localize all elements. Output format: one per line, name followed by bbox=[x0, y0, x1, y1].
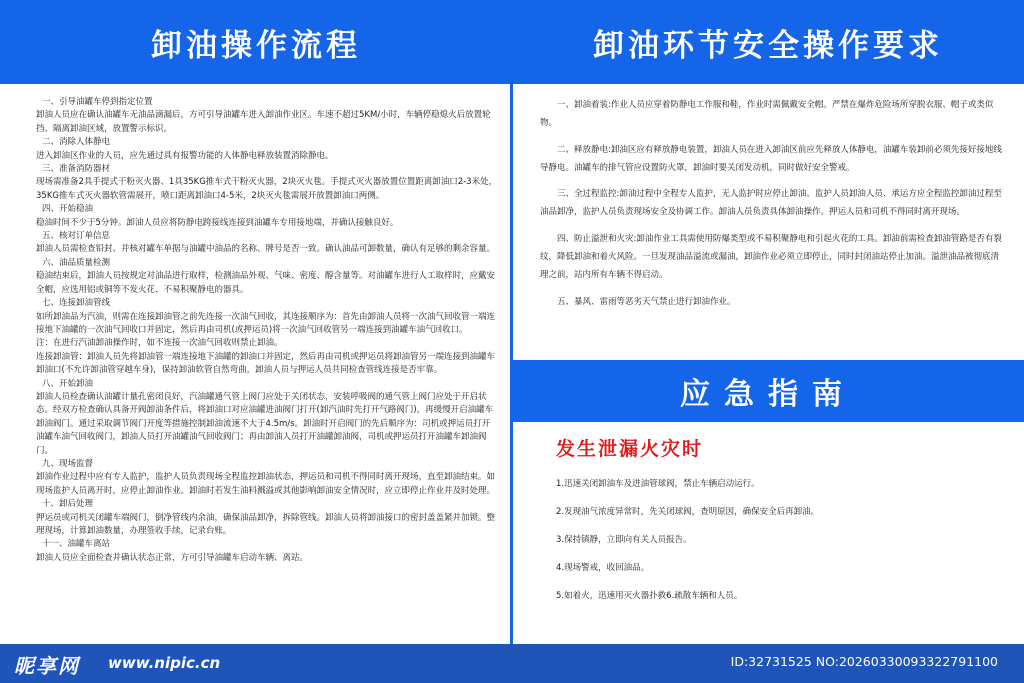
procedure-text: 押运员或司机关闭罐车端阀门，倒净管线内余油，确保油品卸净，拆除管线。卸油人员将卸油接口的密封盖盖紧并加锁。整理现场，计算卸油数量，办理签收手续，记录台账。 bbox=[36, 512, 496, 536]
procedure-text: 如所卸油品为汽油，则需在连接卸油管之前先连接一次油气回收，其连接顺序为：首先由卸油人员将一次油气回收管一端连接地下油罐的一次油气回收口并固定，然后再由司机(或押运员)将一次油气回收管另一端连接到油罐车油气回收口。 bbox=[36, 311, 496, 335]
emergency-subtitle: 发生泄漏火灾时 bbox=[556, 438, 704, 460]
safety-item: 一、卸油着装:作业人员应穿着防静电工作服和鞋，作业时需佩戴安全帽。严禁在爆炸危险场所穿脱衣服、帽子或类似物。 bbox=[540, 100, 994, 129]
emergency-step: 1.迅速关闭卸油车及进油管球阀，禁止车辆启动运行。 bbox=[556, 479, 760, 489]
emergency-step: 2.发现油气浓度异常时，先关闭球阀，查明原因，确保安全后再卸油。 bbox=[556, 507, 820, 517]
emergency-step: 4.现场警戒，收回油品。 bbox=[556, 563, 650, 573]
emergency-steps bbox=[556, 477, 1006, 601]
procedure-text: 现场需准备2具手提式干粉灭火器、1具35KG推车式干粉灭火器，2块灭火毯。手提式灭火器放置位置距离卸油口2-3米处，35KG推车式灭火器软管需展开，喷口距离卸油口4-5米，2块灭火毯需展开放置卸油口两侧。 bbox=[36, 177, 498, 201]
procedure-heading: 二、消除人体静电 bbox=[42, 137, 111, 148]
procedure-heading: 一、引导油罐车停到指定位置 bbox=[42, 97, 153, 107]
footer-bar bbox=[0, 644, 1024, 683]
emergency-title: 应急指南 bbox=[680, 377, 856, 412]
procedure-text: 注：在进行汽油卸油操作时，如不连接一次油气回收则禁止卸油。 bbox=[36, 338, 283, 349]
procedure-text: 卸油人员应全面检查并确认状态正常，方可引导油罐车启动车辆、离站。 bbox=[36, 552, 309, 563]
safety-item: 三、全过程监控:卸油过程中全程专人监护，无人监护时应停止卸油。监护人员卸油人员、承运方应全程监控卸油过程至油品卸净，监护人员负责现场安全及协调工作。卸油人员负责具体卸油操作。押运人员和司机不得同时离开现场。 bbox=[540, 189, 1002, 218]
emergency-title-band bbox=[512, 360, 1024, 422]
emergency-step: 3.保持镇静，立即向有关人员报告。 bbox=[556, 535, 692, 545]
procedure-text: 卸油作业过程中应有专人监护，监护人员负责现场全程监控卸油状态，押运员和司机不得同时离开现场，直至卸油结束。如现场监护人员离开时，应停止卸油作业。卸油时若发生油料溅溢或其他影响卸油安全情况时，应立即停止作业并及时处理。 bbox=[36, 472, 496, 496]
emergency-section bbox=[556, 430, 1006, 630]
procedure-heading: 六、油品质量检测 bbox=[42, 257, 111, 268]
procedure-heading: 五、核对订单信息 bbox=[42, 231, 111, 242]
site-url: www.nipic.cn bbox=[108, 654, 221, 672]
procedure-text: 卸油人员需检查铅封、并核对罐车单据与油罐中油品的名称、牌号是否一致。确认油品可卸数量，确认有足够的剩余容量。 bbox=[36, 244, 496, 255]
procedure-heading: 七、连接卸油管线 bbox=[42, 298, 111, 309]
procedure-text: 稳油时间不少于5分钟。卸油人员应将防静电跨接线连接到油罐车专用接地端，并确认接触良好。 bbox=[36, 217, 399, 228]
safety-item: 二、释放静电:卸油区应有释放静电装置，卸油人员在进入卸油区前应先释放人体静电，油罐车装卸前必须先接好接地线导静电。油罐车的排气管应设置防火罩，卸油时要关闭发动机，同时做好安全警戒。 bbox=[540, 144, 1002, 173]
procedure-heading: 十一、油罐车离站 bbox=[42, 539, 111, 550]
safety-item: 五、暴风、雷雨等恶劣天气禁止进行卸油作业。 bbox=[557, 296, 736, 307]
procedure-text: 连接卸油管：卸油人员先将卸油管一端连接地下油罐的卸油口并固定，然后再由司机或押运员将卸油管另一端连接到油罐车卸油口(不允许卸油管穿越车身)，保持卸油软管自然弯曲，卸油人员与押运人员共同检查管线连接是否牢靠。 bbox=[36, 351, 496, 376]
procedure-heading: 八、开始卸油 bbox=[42, 378, 94, 389]
site-logo: 昵享网 bbox=[14, 654, 80, 678]
procedure-heading: 九、现场监督 bbox=[42, 458, 94, 469]
procedure-text: 稳油结束后，卸油人员按规定对油品进行取样，检测油品外观、气味、密度、醇含量等。对油罐车进行人工取样时，应戴安全帽，应选用铝或铜等不发火花、不易积聚静电的器具。 bbox=[36, 271, 496, 295]
safety-item: 四、防止溢泄和火灾:卸油作业工具需使用防爆类型或不易积聚静电和引起火花的工具。卸油前需检查卸油管路是否有裂纹，降低卸油和着火风险。一旦发现油品溢流或漏油，卸油作业必须立即停止，同时封闭油站停止加油。溢泄油品被彻底清理之前，站内所有车辆不得启动。 bbox=[540, 233, 1002, 281]
procedure-list bbox=[36, 96, 498, 565]
emergency-step: 5.如着火，迅速用灭火器扑救6.疏散车辆和人员。 bbox=[556, 591, 743, 601]
safety-list bbox=[540, 96, 1004, 311]
procedure-heading: 十、卸后处理 bbox=[42, 499, 94, 510]
procedure-text: 卸油人员应在确认油罐车无油品滴漏后，方可引导油罐车进入卸油作业区。车速不超过5KM/小时，车辆停稳熄火后放置轮挡、隔离卸油区域，放置警示标识。 bbox=[36, 110, 491, 134]
safety-section bbox=[540, 96, 1004, 346]
right-title-band bbox=[512, 0, 1024, 84]
procedure-section bbox=[36, 96, 498, 641]
procedure-text: 卸油人员检查确认油罐计量孔密闭良好，汽油罐通气管上阀门应处于关闭状态，安装呼吸阀的通气管上阀门应处于开启状态。经双方检查确认具备开阀卸油条件后，将卸油口对应油罐进油阀门打开(卸汽油时先打开气路阀门)，再缓慢开启油罐车卸油阀门。通过采取调节阀门开度等措施控制卸油流速不大于4.5m/s。卸油时开启阀门的先后顺序为：司机或押运员打开油罐车油气回收阀门，卸油人员打开油罐油气回收阀门；再由卸油人员打开油罐卸油阀，司机或押运员打开油罐车卸油阀门。 bbox=[36, 391, 494, 456]
left-title: 卸油操作流程 bbox=[151, 27, 361, 64]
procedure-text: 进入卸油区作业的人员，应先通过具有报警功能的人体静电释放装置消除静电。 bbox=[36, 150, 334, 161]
procedure-heading: 四、开始稳油 bbox=[42, 204, 94, 215]
right-title: 卸油环节安全操作要求 bbox=[593, 27, 943, 64]
left-title-band bbox=[0, 0, 512, 84]
image-id-text: ID:32731525 NO:20260330093322791100 bbox=[730, 654, 998, 669]
procedure-heading: 三、准备消防器材 bbox=[42, 164, 111, 175]
